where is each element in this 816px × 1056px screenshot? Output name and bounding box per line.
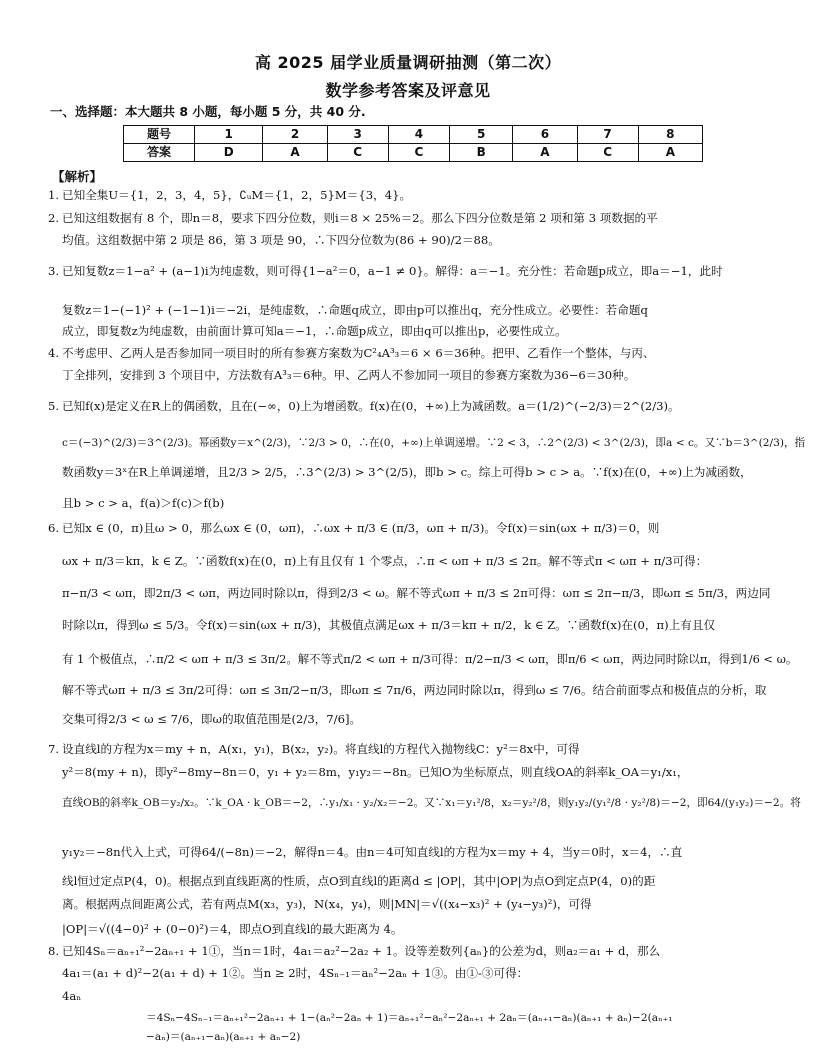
table-header-answer: 答案: [124, 144, 195, 162]
question-number: 1.: [48, 188, 60, 202]
table-cell-number: 5: [449, 126, 512, 144]
solution-line-q8: 4a₁＝(a₁ + d)²−2(a₁ + d) + 1②。当n ≥ 2时，4Sₙ₋₁＝aₙ²−2aₙ + 1③。由①-③可得：: [62, 966, 529, 980]
table-cell-number: 2: [263, 126, 327, 144]
table-cell-number: 3: [327, 126, 388, 144]
table-cell-answer: B: [449, 144, 512, 162]
solution-line-q5: 已知f(x)是定义在R上的偶函数，且在(−∞，0)上为增函数。f(x)在(0，+∞)上为减函数。a＝(1/2)^(−2/3)＝2^(2/3)。: [62, 399, 680, 413]
solution-line-q7: |OP|＝√((4−0)² + (0−0)²)＝4，即点O到直线l的最大距离为 4。: [62, 922, 403, 936]
solution-line-q7: 设直线l的方程为x＝my + n，A(x₁，y₁)，B(x₂，y₂)。将直线l的方程代入抛物线C：y²＝8x中，可得: [62, 742, 580, 756]
solution-line-q5: 且b > c > a，f(a)＞f(c)＞f(b): [62, 496, 225, 510]
solution-line-q1: 已知全集U＝{1，2，3，4，5}，∁ᵤM＝{1，2，5}M＝{3，4}。: [62, 188, 412, 202]
table-cell-answer: C: [327, 144, 388, 162]
solution-line-q8: 4aₙ: [62, 989, 82, 1003]
solution-line-q6: 有 1 个极值点，∴π/2 < ωπ + π/3 ≤ 3π/2。解不等式π/2 < ωπ + π/3可得：π/2−π/3 < ωπ，即π/6 < ωπ，两边同时除以π，得到1/6 < ω。: [62, 652, 798, 666]
solution-line-q8: −aₙ)＝(aₙ₊₁−aₙ)(aₙ₊₁ + aₙ−2): [146, 1031, 301, 1043]
solution-line-q3: 成立，即复数z为纯虚数，由前面计算可知a＝−1，∴命题p成立，即由q可以推出p，必要性成立。: [62, 324, 567, 338]
question-number: 6.: [48, 521, 60, 535]
solution-line-q2: 均值。这组数据中第 2 项是 86，第 3 项是 90，∴下四分位数为(86 + 90)/2＝88。: [62, 233, 500, 247]
solution-line-q8: ＝4Sₙ−4Sₙ₋₁＝aₙ₊₁²−2aₙ₊₁ + 1−(aₙ²−2aₙ + 1)＝aₙ₊₁²−aₙ²−2aₙ₊₁ + 2aₙ＝(aₙ₊₁−aₙ)(aₙ₊₁ + aₙ)−2(aₙ₊₁: [146, 1012, 673, 1024]
table-cell-answer: A: [638, 144, 702, 162]
table-cell-number: 7: [577, 126, 638, 144]
section-heading-choice: 一、选择题：本大题共 8 小题，每小题 5 分，共 40 分.: [50, 104, 366, 119]
solution-line-q6: 解不等式ωπ + π/3 ≤ 3π/2可得：ωπ ≤ 3π/2−π/3，即ωπ ≤ 7π/6，两边同时除以π，得到ω ≤ 7/6。结合前面零点和极值点的分析，取: [62, 683, 767, 697]
solution-line-q7: y²＝8(my + n)，即y²−8my−8n＝0，y₁ + y₂＝8m，y₁y₂＝−8n。已知O为坐标原点，则直线OA的斜率k_OA＝y₁/x₁，: [62, 765, 689, 779]
solution-line-q2: 已知这组数据有 8 个，即n＝8，要求下四分位数，则i＝8 × 25%＝2。那么下四分位数是第 2 项和第 3 项数据的平: [62, 211, 658, 225]
question-number: 2.: [48, 211, 60, 225]
analysis-label: 【解析】: [52, 169, 103, 184]
document-title: 高 2025 届学业质量调研抽测（第二次）: [254, 53, 562, 72]
table-cell-answer: A: [513, 144, 577, 162]
table-cell-number: 6: [513, 126, 577, 144]
solution-line-q7: y₁y₂＝−8n代入上式，可得64/(−8n)＝−2，解得n＝4。由n＝4可知直线l的方程为x＝my + 4，当y＝0时，x＝4，∴直: [62, 845, 683, 859]
solution-line-q8: 已知4Sₙ＝aₙ₊₁²−2aₙ₊₁ + 1①，当n＝1时，4a₁＝a₂²−2a₂ + 1。设等差数列{aₙ}的公差为d，则a₂＝a₁ + d，那么: [62, 944, 661, 958]
question-number: 3.: [48, 264, 60, 278]
table-cell-answer: A: [263, 144, 327, 162]
solution-line-q3: 复数z＝1−(−1)² + (−1−1)i＝−2i，是纯虚数，∴命题q成立，即由p可以推出q，充分性成立。必要性：若命题q: [62, 303, 648, 317]
solution-line-q6: 时除以π，得到ω ≤ 5/3。令f(x)＝sin(ωx + π/3)，其极值点满足ωx + π/3＝kπ + π/2，k ∈ Z。∵函数f(x)在(0，π)上有且仅: [62, 618, 716, 632]
table-cell-number: 1: [195, 126, 263, 144]
solution-line-q7: 离。根据两点间距离公式，若有两点M(x₃，y₃)，N(x₄，y₄)，则|MN|＝√((x₄−x₃)² + (y₄−y₃)²)，可得: [62, 897, 592, 911]
table-cell-number: 4: [388, 126, 449, 144]
table-cell-number: 8: [638, 126, 702, 144]
solution-line-q5: 数函数y＝3ˣ在R上单调递增，且2/3 > 2/5，∴3^(2/3) > 3^(2/5)，即b > c。综上可得b > c > a。∵f(x)在(0，+∞)上为减函数，: [62, 465, 752, 479]
answer-table-number-row: [124, 126, 703, 144]
table-cell-answer: D: [195, 144, 263, 162]
solution-line-q4: 不考虑甲、乙两人是否参加同一项目时的所有参赛方案数为C²₄A³₃＝6 × 6＝36种。把甲、乙看作一个整体，与丙、: [62, 346, 655, 360]
answer-table-answer-row: [124, 144, 703, 162]
solution-line-q7: 直线OB的斜率k_OB＝y₂/x₂。∵k_OA · k_OB＝−2，∴y₁/x₁ · y₂/x₂＝−2。又∵x₁＝y₁²/8，x₂＝y₂²/8，则y₁y₂/(y₁²/8 · y₂²/8)＝−2，即64/(y₁y₂)＝−2。将: [62, 797, 801, 809]
document-subtitle: 数学参考答案及评意见: [325, 81, 491, 100]
solution-line-q5: c＝(−3)^(2/3)＝3^(2/3)。幂函数y＝x^(2/3)，∵2/3 > 0，∴在(0，+∞)上单调递增。∵2 < 3，∴2^(2/3) < 3^(2/3)，即a < c。又∵b＝3^(2/3)，指: [62, 437, 806, 449]
solution-line-q3: 已知复数z＝1−a² + (a−1)i为纯虚数，则可得{1−a²＝0，a−1 ≠ 0}。解得：a＝−1。充分性：若命题p成立，即a＝−1，此时: [62, 264, 723, 278]
solution-line-q4: 丁全排列，安排到 3 个项目中，方法数有A³₃＝6种。甲、乙两人不参加同一项目的参赛方案数为36−6＝30种。: [62, 368, 636, 382]
solution-line-q6: 已知x ∈ (0，π)且ω > 0，那么ωx ∈ (0，ωπ)，∴ωx + π/3 ∈ (π/3，ωπ + π/3)。令f(x)＝sin(ωx + π/3)＝0，则: [62, 521, 660, 535]
question-number: 5.: [48, 399, 60, 413]
solution-line-q6: ωx + π/3＝kπ，k ∈ Z。∵函数f(x)在(0，π)上有且仅有 1 个零点，∴π < ωπ + π/3 ≤ 2π。解不等式π < ωπ + π/3可得：: [62, 554, 708, 568]
solution-line-q6: 交集可得2/3 < ω ≤ 7/6，即ω的取值范围是(2/3，7/6]。: [62, 712, 362, 726]
table-cell-answer: C: [388, 144, 449, 162]
question-number: 8.: [48, 944, 60, 958]
table-cell-answer: C: [577, 144, 638, 162]
solution-line-q6: π−π/3 < ωπ，即2π/3 < ωπ，两边同时除以π，得到2/3 < ω。解不等式ωπ + π/3 ≤ 2π可得：ωπ ≤ 2π−π/3，即ωπ ≤ 5π/3，两边同: [62, 586, 771, 600]
solution-line-q7: 线l恒过定点P(4，0)。根据点到直线距离的性质，点O到直线l的距离d ≤ |OP|，其中|OP|为点O到定点P(4，0)的距: [62, 874, 656, 888]
table-header-question: 题号: [124, 126, 195, 144]
answer-table: [123, 125, 703, 162]
question-number: 4.: [48, 346, 60, 360]
question-number: 7.: [48, 742, 60, 756]
